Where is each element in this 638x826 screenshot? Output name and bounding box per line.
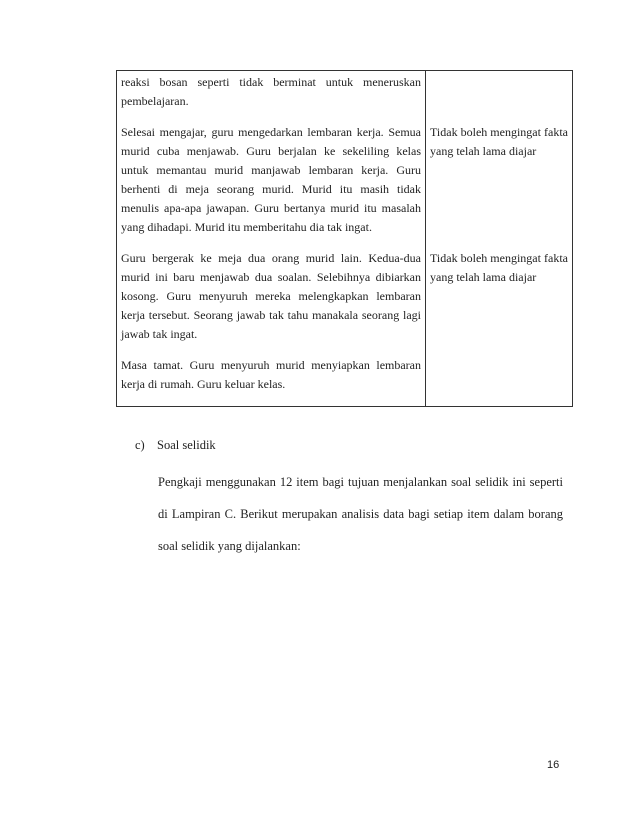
table-row (117, 71, 573, 407)
section-body-line-2: di Lampiran C. Berikut merupakan analisis data bagi setiap item dalam borang (158, 507, 563, 521)
section-title: Soal selidik (157, 438, 216, 452)
analysis-paragraph-3: Tidak boleh mengingat fakta yang telah lama diajar (430, 251, 568, 284)
analysis-paragraph-2: Tidak boleh mengingat fakta yang telah lama diajar (430, 125, 568, 158)
observation-paragraph-3: Guru bergerak ke meja dua orang murid lain. Kedua-dua murid ini baru menjawab dua soalan. Selebihnya dibiarkan kosong. Guru menyuruh mereka melengkapkan lembaran kerja tersebut. Seorang jawab tak tahu manakala seorang lagi jawab tak ingat. (121, 251, 421, 341)
observation-paragraph-4: Masa tamat. Guru menyuruh murid menyiapkan lembaran kerja di rumah. Guru keluar kelas. (121, 358, 421, 391)
observation-cell (117, 71, 426, 407)
observation-paragraph-1: reaksi bosan seperti tidak berminat untuk meneruskan pembelajaran. (121, 75, 421, 108)
page-number: 16 (547, 759, 560, 771)
observation-table (116, 70, 573, 407)
analysis-cell (426, 71, 573, 407)
section-body (158, 466, 563, 562)
observation-paragraph-2: Selesai mengajar, guru mengedarkan lembaran kerja. Semua murid cuba menjawab. Guru berjalan ke sekeliling kelas untuk memantau murid manjawab lembaran kerja. Guru berhenti di meja seorang murid. Murid itu masih tidak menulis apa-apa jawapan. Guru bertanya murid itu masalah yang dihadapi. Murid itu memberitahu dia tak ingat. (121, 125, 421, 234)
section-heading (135, 436, 216, 454)
section-body-line-3: soal selidik yang dijalankan: (158, 539, 301, 553)
section-body-line-1: Pengkaji menggunakan 12 item bagi tujuan menjalankan soal selidik ini seperti (158, 475, 563, 489)
section-marker: c) (135, 438, 145, 452)
